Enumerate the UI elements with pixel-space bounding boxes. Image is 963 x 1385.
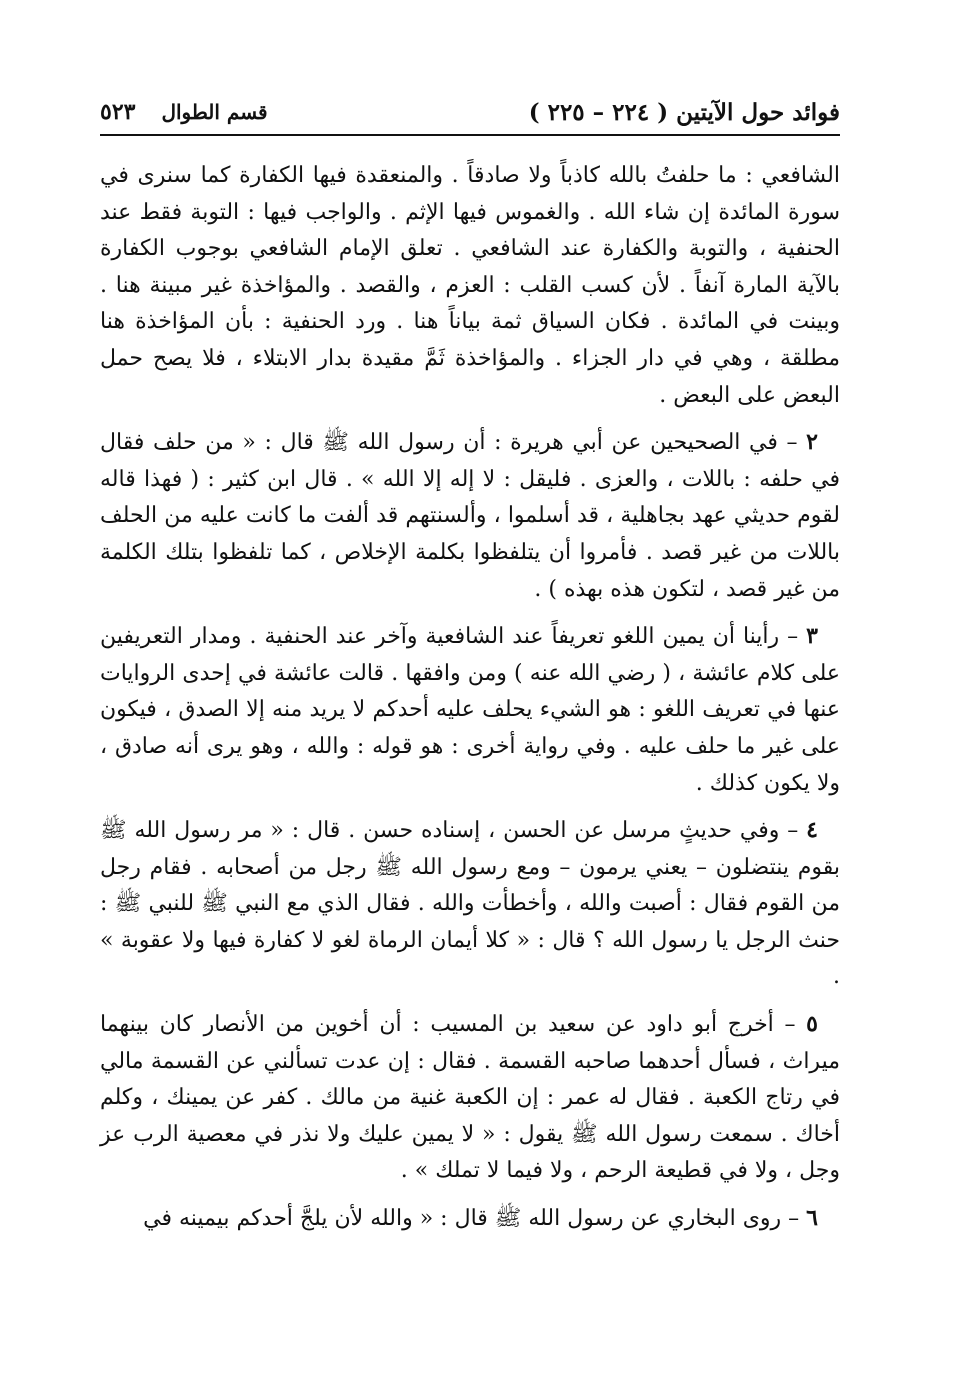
item-number: ٥ [806,1011,818,1038]
header-section-group [100,99,268,125]
item-number: ٦ [806,1205,818,1232]
page-body [100,158,840,1248]
paragraph-text: – في الصحيحين عن أبي هريرة : أن رسول الله ﷺ قال : « من حلف فقال في حلفه : باللات ، والعزى . فليقل : لا إله إلا الله » . قال ابن كثير : ( فهذا قاله لقوم حديثي عهد بجاهلية ، قد أسلموا ، وألسنتهم قد ألفت ما كانت عليه من الحلف باللات من غير قصد . فأمروا أن يتلفظوا بكلمة الإخلاص ، كما تلفظوا بتلك الكلمة من غير قصد ، لتكون هذه بهذه ) . [100,430,840,602]
item-number: ٣ [806,623,818,650]
item-number: ٤ [806,817,818,844]
paragraph-3 [100,618,840,802]
paragraph-text: – رأينا أن يمين اللغو تعريفاً عند الشافعية وآخر عند الحنفية . ومدار التعريفين على كلام عائشة ، ( رضي الله عنه ) ومن وافقها . قالت عائشة في إحدى الروايات عنها في تعريف اللغو : هو الشيء يحلف عليه أحدكم لا يريد منه إلا الصدق ، فيكون على غير ما حلف عليه . وفي رواية أخرى : هو قوله : والله ، وهو يرى أنه صادق ، ولا يكون كذلك . [100,624,840,796]
paragraph-text: – روى البخاري عن رسول الله ﷺ قال : « والله لأن يلجَّ أحدكم بيمينه في [143,1206,800,1232]
paragraph-text: – أخرج أبو داود عن سعيد بن المسيب : أن أخوين من الأنصار كان بينهما ميراث ، فسأل أحدهما صاحبه القسمة . فقال : إن عدت تسألني عن القسمة مالي في رتاج الكعبة . فقال له عمر : إن الكعبة غنية من مالك . كفر عن يمينك ، وكلم أخاك . سمعت رسول الله ﷺ يقول : « لا يمين عليك ولا نذر في معصية الرب عز وجل ، ولا في قطيعة الرحم ، ولا فيما لا تملك » . [100,1012,840,1184]
header-title: فوائد حول الآيتين ( ٢٢٤ – ٢٢٥ ) [528,98,840,126]
running-header [100,90,840,136]
page-number: ٥٢٣ [100,99,136,125]
paragraph-text: – وفي حديثٍ مرسل عن الحسن ، إسناده حسن . قال : « مر رسول الله ﷺ بقوم ينتضلون – يعني يرمون – ومع رسول الله ﷺ رجل من أصحابه . فقام رجل من القوم فقال : أصبت والله ، وأخطأت والله . فقال الذي مع النبي ﷺ للنبي ﷺ : حنث الرجل يا رسول الله ؟ قال : « كلا أيمان الرماة لغو لا كفارة فيها ولا عقوبة » . [100,818,840,990]
paragraph-6 [100,1200,840,1238]
paragraph-1 [100,158,840,414]
paragraph-4 [100,812,840,996]
item-number: ٢ [806,429,818,456]
paragraph-5 [100,1006,840,1190]
header-section: قسم الطوال [161,100,268,124]
paragraph-2 [100,424,840,608]
paragraph-text: الشافعي : ما حلفتُ بالله كاذباً ولا صادقاً . والمنعقدة فيها الكفارة كما سنرى في سورة المائدة إن شاء الله . والغموس فيها الإثم . والواجب فيها : التوبة فقط عند الحنفية ، والتوبة والكفارة عند الشافعي . تعلق الإمام الشافعي بوجوب الكفارة بالآية المارة آنفاً . لأن كسب القلب : العزم ، والقصد . والمؤاخذة غير مبينة هنا . وبينت في المائدة . فكان السياق ثمة بياناً هنا . ورد الحنفية : بأن المؤاخذة هنا مطلقة ، وهي في دار الجزاء . والمؤاخذة ثَمَّ مقيدة بدار الابتلاء ، فلا يصح حمل البعض على البعض . [100,163,840,408]
